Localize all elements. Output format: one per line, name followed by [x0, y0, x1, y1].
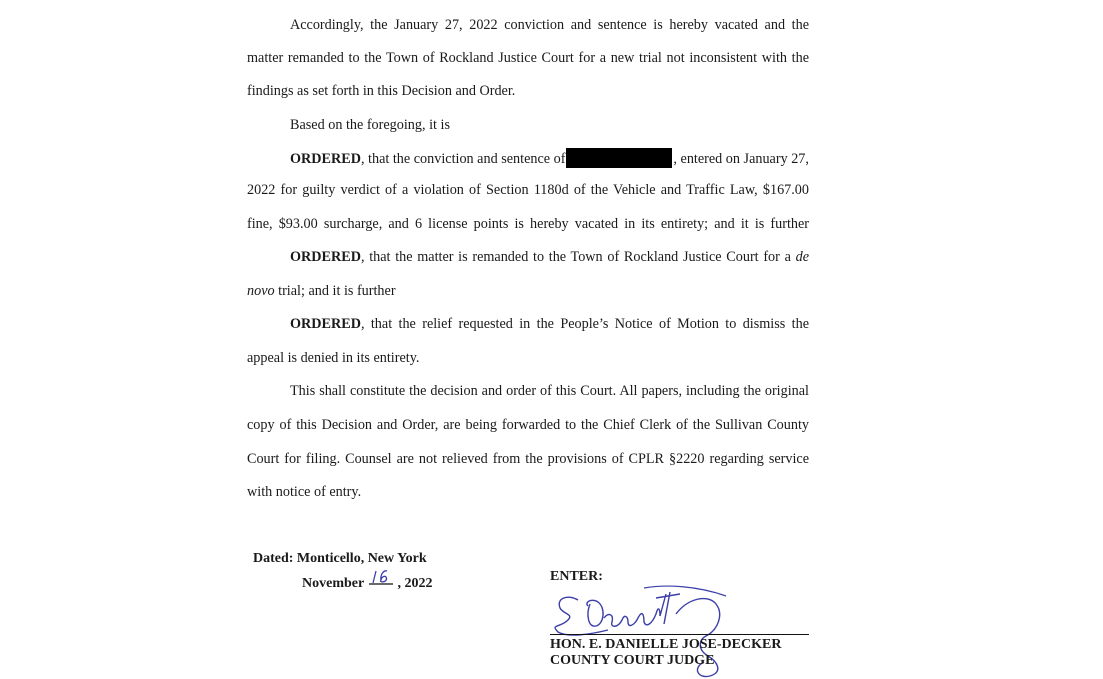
order2-text-b: trial; and it is further [274, 283, 396, 299]
dated-day-handwritten [367, 567, 397, 592]
order1-line1 [290, 148, 809, 168]
para3-line2: copy of this Decision and Order, are being forwarded to the Chief Clerk of the Sullivan County [247, 417, 809, 433]
signature-line [550, 634, 809, 635]
order2-text-a: , that the matter is remanded to the Town of Rockland Justice Court for a [360, 249, 791, 265]
ordered-heading: ORDERED [290, 316, 361, 332]
para3-line4: with notice of entry. [247, 484, 362, 500]
order2-line2 [247, 282, 809, 300]
judge-title: COUNTY COURT JUDGE [550, 653, 715, 668]
ordered-heading: ORDERED [290, 249, 361, 265]
dated-location: Dated: Monticello, New York [253, 551, 427, 566]
para3-line3: Court for filing. Counsel are not relieved from the provisions of CPLR §2220 regarding service [247, 451, 809, 467]
redaction-box [566, 148, 672, 168]
handwritten-day-16 [367, 567, 397, 587]
enter-label: ENTER: [550, 569, 603, 584]
order2-novo-italic: novo [247, 283, 275, 299]
dated-month: November [302, 576, 364, 591]
para1-line2: matter remanded to the Town of Rockland Justice Court for a new trial not inconsistent with the [247, 50, 809, 66]
dated-year: , 2022 [397, 576, 433, 591]
order2-de-italic: de [795, 249, 809, 265]
para1-line3: findings as set forth in this Decision and Order. [247, 83, 516, 99]
order1-text-b: , entered on January 27, [673, 151, 809, 167]
judge-name: HON. E. DANIELLE JOSE-DECKER [550, 637, 782, 652]
order1-text-a: , that the conviction and sentence of [360, 151, 566, 167]
order3-line1 [290, 315, 809, 333]
para1-line1: Accordingly, the January 27, 2022 conviction and sentence is hereby vacated and the [290, 17, 809, 33]
order1-line2: 2022 for guilty verdict of a violation of Section 1180d of the Vehicle and Traffic Law, $167.00 [247, 182, 809, 198]
order3-line2: appeal is denied in its entirety. [247, 350, 420, 366]
para3-line1: This shall constitute the decision and order of this Court. All papers, including the original [290, 383, 809, 399]
order2-line1 [290, 248, 809, 266]
para2-line1: Based on the foregoing, it is [290, 117, 450, 133]
order1-line3: fine, $93.00 surcharge, and 6 license points is hereby vacated in its entirety; and it is further [247, 216, 809, 232]
order3-text: , that the relief requested in the People’s Notice of Motion to dismiss the [360, 316, 809, 332]
dated-date [302, 567, 432, 592]
ordered-heading: ORDERED [290, 151, 361, 167]
